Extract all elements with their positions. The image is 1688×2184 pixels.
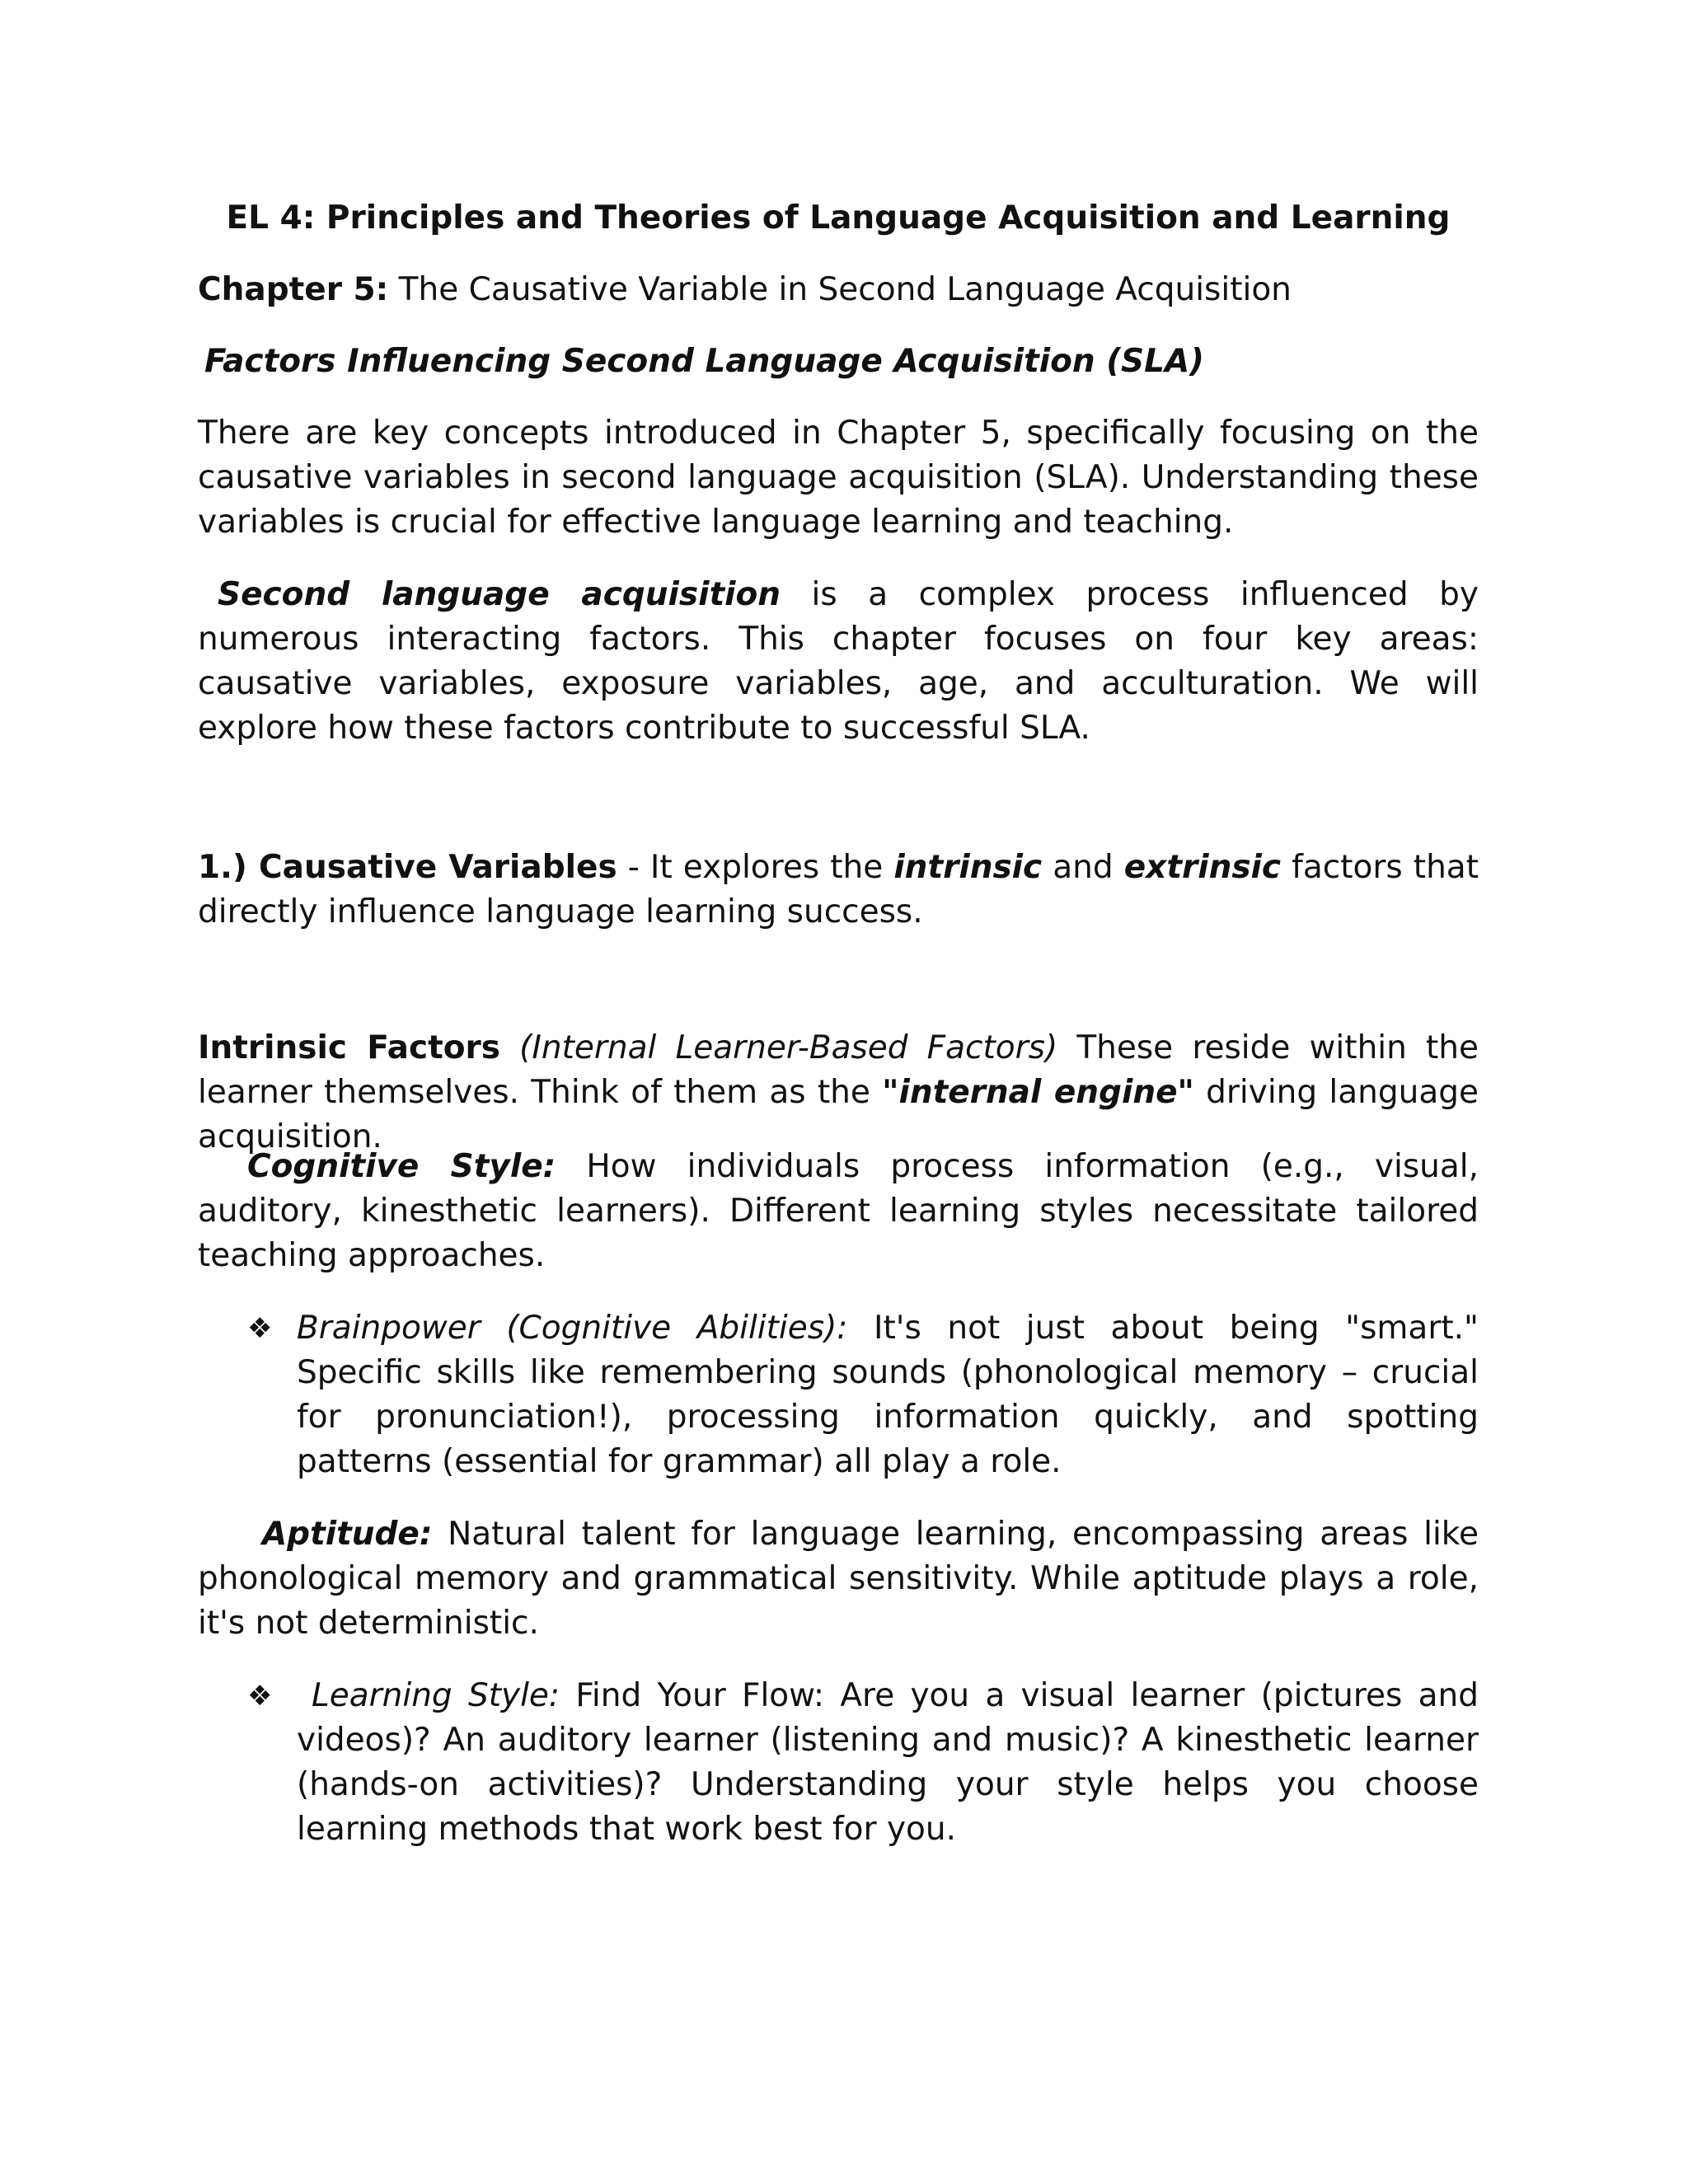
aptitude-label: Aptitude: — [262, 1516, 433, 1553]
section-heading: Factors Influencing Second Language Acquisition (SLA) — [204, 343, 1204, 380]
brainpower-label: Brainpower (Cognitive Abilities): — [297, 1310, 848, 1347]
sla-text: is a complex process influenced by numerous interacting factors. This chapter focuses on four key areas: causative variables, exposure variables, age, and acculturation. We will explore how these factors contribute to successful SLA. — [198, 576, 1479, 747]
causative-text-1: - It explores the — [617, 849, 894, 886]
cognitive-style-paragraph — [198, 1145, 1479, 1278]
intrinsic-term: intrinsic — [893, 849, 1043, 886]
intrinsic-text-2: driving language acquisition. — [198, 1074, 1479, 1155]
intro-paragraph: There are key concepts introduced in Chapter 5, specifically focusing on the causative variables in second language acquisition (SLA). Understanding these variables is crucial for effective language learning and teaching. — [198, 415, 1479, 541]
causative-text-2: and — [1042, 849, 1124, 886]
brainpower-item — [297, 1306, 1479, 1484]
diamond-bullet-icon: ❖ — [247, 1680, 273, 1713]
intrinsic-label: Intrinsic Factors — [198, 1029, 500, 1066]
cognitive-style-text: How individuals process information (e.g., visual, auditory, kinesthetic learners). Different learning styles necessitate tailored teaching approaches. — [198, 1148, 1479, 1274]
document-title: EL 4: Principles and Theories of Language Acquisition and Learning — [226, 199, 1451, 237]
learning-style-item — [297, 1674, 1479, 1852]
sla-term: Second language acquisition — [218, 576, 781, 613]
learning-style-label: Learning Style: — [312, 1677, 560, 1714]
causative-paragraph — [198, 846, 1479, 935]
causative-text-3: factors that directly influence language learning success. — [198, 849, 1479, 930]
aptitude-text: Natural talent for language learning, encompassing areas like phonological memory and grammatical sensitivity. While aptitude plays a role, it's not deterministic. — [198, 1516, 1479, 1642]
causative-label: 1.) Causative Variables — [198, 849, 617, 886]
learning-style-text: Find Your Flow: Are you a visual learner (pictures and videos)? An auditory learner (listening and music)? A kinesthetic learner (hands-on activities)? Understanding your style helps you choose learning methods that work best for you. — [297, 1677, 1479, 1848]
brainpower-text: It's not just about being "smart." Specific skills like remembering sounds (phonological memory – crucial for pronunciation!), processing information quickly, and spotting patterns (essential for grammar) all play a role. — [297, 1310, 1479, 1480]
intrinsic-subtitle: (Internal Learner-Based Factors) — [499, 1029, 1058, 1066]
sla-paragraph — [198, 573, 1479, 751]
intrinsic-paragraph — [198, 1026, 1479, 1160]
chapter-title: The Causative Variable in Second Language Acquisition — [388, 271, 1292, 308]
chapter-label: Chapter 5: — [198, 271, 389, 308]
intrinsic-text-1: These reside within the learner themselves. Think of them as the — [198, 1029, 1479, 1111]
aptitude-paragraph — [198, 1512, 1479, 1646]
diamond-bullet-icon: ❖ — [247, 1312, 273, 1345]
cognitive-style-label: Cognitive Style: — [247, 1148, 556, 1185]
internal-engine-term: "internal engine" — [882, 1074, 1194, 1111]
extrinsic-term: extrinsic — [1123, 849, 1282, 886]
chapter-line — [198, 268, 1479, 312]
